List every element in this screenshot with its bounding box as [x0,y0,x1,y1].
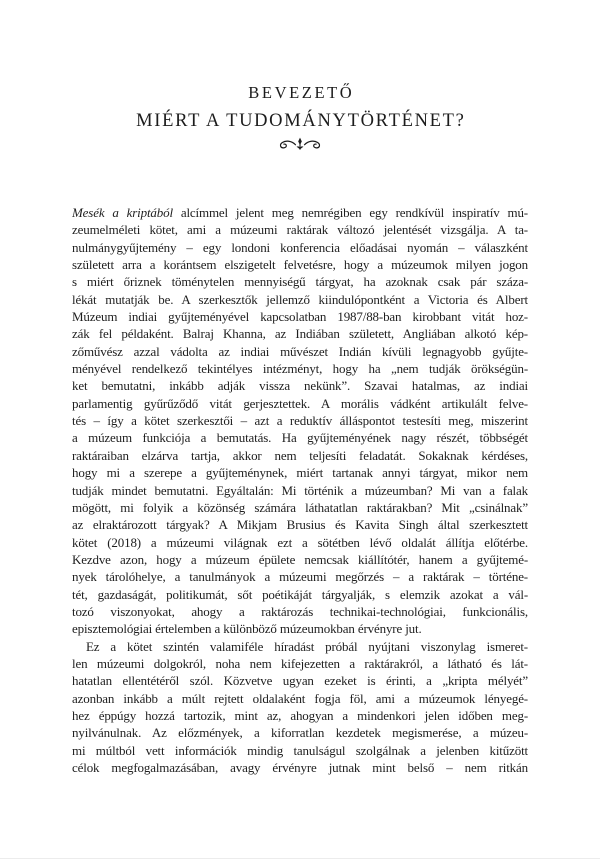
text-line: mögött, mi folyik a közönség számára láthatatlan raktárakban? Mit „csinálnak” [72,499,528,515]
italic-lead: Mesék a kriptából [72,205,173,220]
text-line: Kezdve azon, hogy a múzeum épülete nemcsak kiállítótér, hanem a gyűjtemé- [72,551,528,567]
text-line: raktáraiban elzárva tartja, akkor nem teljesíti feladatát. Sokaknak kérdéses, [72,447,528,463]
text-line: mi múltból vett információk mindig tanulságul szolgálnak a jelenben kitűzött [72,742,528,758]
text-line: lékát mutatják be. A szerkesztők jellemző kiindulópontként a Victoria és Albert [72,291,528,307]
text-line: nyilvánulnak. Az előzmények, a kiforratlan kezdetek megismerése, a múzeu- [72,725,528,741]
text-line: született arra a korántsem elszigetelt felvetésre, hogy a múzeumok milyen jogon [72,257,528,273]
text-line: Múzeum indiai gyűjteményével kapcsolatban 1987/88-ban kirobbant vitát hoz- [72,309,528,325]
text-line: parlamentig gyűrűződő vitát gerjesztettek. A morális vádként artikulált felve- [72,395,528,411]
text-line: s miért őriznek töménytelen mennyiségű tárgyat, ha azoknak csak pár száza- [72,274,528,290]
chapter-title: BEVEZETŐ [248,83,355,102]
text-line: tozó viszonyokat, ahogy a raktározás technikai-technológiai, funkcionális, [72,603,528,619]
body-text [72,204,528,776]
ornament-row [72,137,528,151]
text-line: kötet (2018) a múzeumi világnak ezt a sötétben lévő oldalát állítja előtérbe. [72,534,528,550]
text-line: célok megfogalmazásában, avagy érvényre jutnak mint belső – nem ritkán [72,760,528,775]
paragraph [72,638,528,777]
text-line: zeumelméleti kötet, ami a múzeumi raktárak változó jelentését vizsgálja. A ta- [72,222,528,238]
text-line: tés – így a kötet szerkesztői – azt a reduktív álláspontot testesíti meg, miszerint [72,413,528,429]
text-line: ményével rendelkező tekintélyes intézményt, hogy ha „nem tudják örökségün- [72,361,528,377]
text-line: hez éppúgy hozzá tartozik, mint az, ahogyan a mindenkori jelen időben meg- [72,707,528,723]
text-line: tudják mindet bemutatni. Egyáltalán: Mi történik a múzeumban? Mi van a falak [72,482,528,498]
paragraph [72,204,528,638]
text-line: Ez a kötet szintén valamiféle híradást próbál nyújtani viszonylag ismeret- [86,638,528,654]
text-line: a múzeum funkciója a bemutatás. Ha gyűjteményének nagy részét, többségét [72,430,528,446]
text-line: hogy mi a szerepe a gyűjteménynek, miért tartanak annyi tárgyat, mikor nem [72,465,528,481]
text-line: nyek tárolóhelye, a tanulmányok a múzeumi megőrzés – a raktárak – történe- [72,569,528,585]
text-line: az elraktározott tárgyak? A Mikjam Brusius és Kavita Singh által szerkesztett [72,517,528,533]
text-line: zák fel példaként. Balraj Khanna, az Indiában született, Angliában alkotó kép- [72,326,528,342]
text-line: ket bemutatni, inkább adják vissza nekünk”. Szavai hatalmas, az indiai [72,378,528,394]
text-line: hatatlan ellentétéről szól. Közvetve ugyan ezeket is érinti, a „kripta mélyét” [72,673,528,689]
fleuron-icon [276,137,324,151]
text-line: tét, gazdaságát, politikumát, sőt poétikáját tárgyalják, s elemzik azokat a vál- [72,586,528,602]
text-line: episztemológiai értelemben a különböző múzeumokban érvényre jut. [72,621,422,637]
text-line: nulmánygyűjtemény – egy londoni konferencia előadásai nyomán – válaszként [72,239,528,255]
text-line: zőművész azzal vádolta az indiai művészet Indián kívüli legnagyobb gyűjte- [72,343,528,359]
chapter-subtitle: MIÉRT A TUDOMÁNYTÖRTÉNET? [136,111,466,131]
text-line: len múzeumi dolgokról, noha nem kifejezetten a raktárakról, a látható és lát- [72,655,528,671]
text-line: Mesék a kriptából alcímmel jelent meg nemrégiben egy rendkívül inspiratív mú- [72,205,528,220]
text-line: azonban inkább a múlt rejtett oldalaként fogja föl, ami a múzeumok lényegé- [72,690,528,706]
